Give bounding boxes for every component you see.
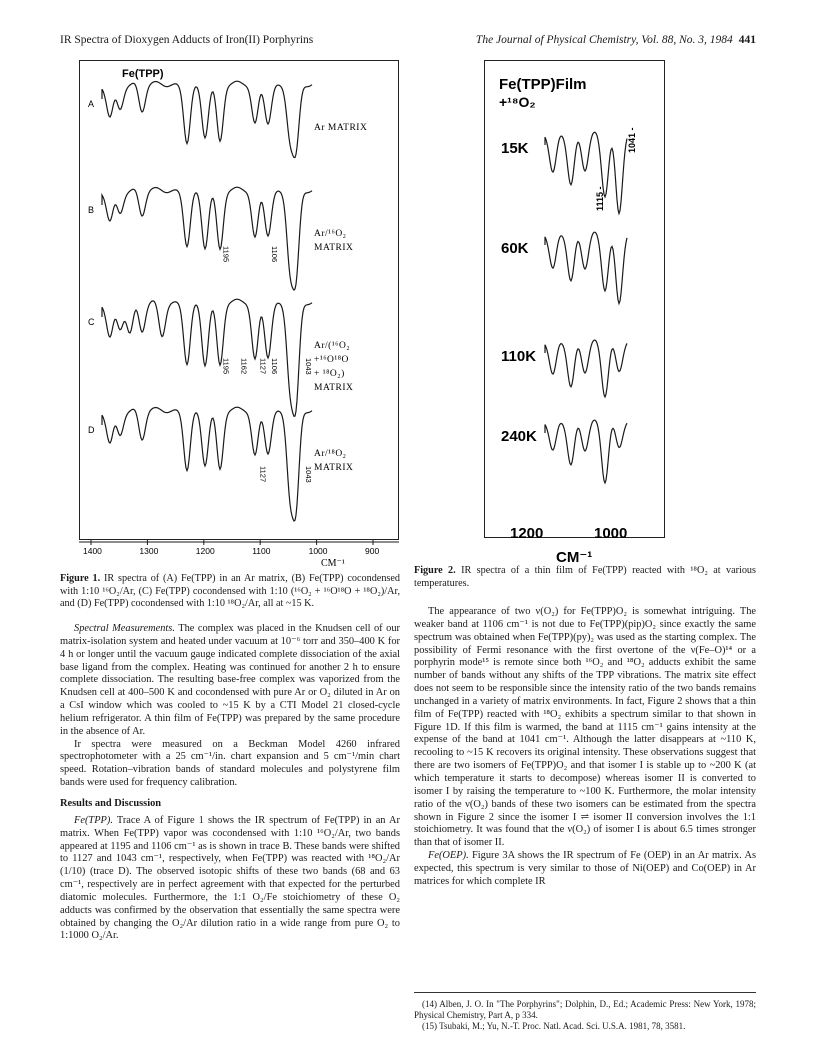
figure-2-caption-text: IR spectra of a thin film of Fe(TPP) reacted with ¹⁸O₂ at various temperatures. <box>414 565 756 589</box>
figure-2-tick-label: 1000 <box>594 525 628 542</box>
run-in-heading: Fe(OEP). <box>428 850 469 862</box>
running-head-title: IR Spectra of Dioxygen Adducts of Iron(II) Porphyrins <box>60 34 314 46</box>
figure-1-tick-label: 1000 <box>308 546 328 556</box>
figure-1-tick-label: 1300 <box>139 546 159 556</box>
figure-1-axis-unit: CM⁻¹ <box>321 558 345 569</box>
temperature-label: 60K <box>501 240 529 257</box>
trace-A-letter: A <box>88 99 95 109</box>
band-mark-1162: 1162 <box>239 358 249 375</box>
footnote-14: (14) Alben, J. O. In "The Porphyrins"; Dolphin, D., Ed.; Academic Press: New York, 1978; Physical Chemistry, Part A, p 334. <box>414 999 756 1020</box>
footnote-15: (15) Tsubaki, M.; Yu, N.-T. Proc. Natl. Acad. Sci. U.S.A. 1981, 78, 3581. <box>422 1021 686 1031</box>
figure-2-panel <box>484 60 665 538</box>
trace-A-spectrum <box>102 81 312 157</box>
band-mark-1127: 1127 <box>258 466 268 483</box>
band-mark-1195: 1195 <box>221 358 231 375</box>
trace-C-letter: C <box>88 317 95 327</box>
paragraph-spectral-measurements <box>60 623 400 739</box>
paragraph-fe-tpp <box>60 815 400 943</box>
temperature-label: 240K <box>501 428 537 445</box>
figure-2-spectra <box>485 61 666 539</box>
footnotes <box>414 992 756 1032</box>
paragraph-ir-measurements: Ir spectra were measured on a Beckman Model 4260 infrared spectrophotometer with a 25 cm⁻¹/in. chart expansion and 5 cm⁻¹/min chart speed. Rotation–vibration bands of standard molecules and polystyrene film bands were used for frequency calibration. <box>60 738 400 789</box>
figure-2-title-line1: Fe(TPP)Film <box>499 76 587 93</box>
figure-1-tick-label: 1400 <box>83 546 102 556</box>
trace-D-label: MATRIX <box>314 463 354 473</box>
figure-2-axis-unit: CM⁻¹ <box>556 549 593 566</box>
figure-1-title: Fe(TPP) <box>122 68 164 80</box>
band-mark-1043: 1043 <box>303 466 313 483</box>
run-in-heading: Spectral Measurements. <box>74 623 175 634</box>
band-mark-1106: 1106 <box>269 358 279 375</box>
temperature-spectrum-60K <box>545 232 627 303</box>
temperature-spectrum-240K <box>545 420 627 483</box>
trace-C-label: + ¹⁸O₂) <box>314 369 345 379</box>
paragraph-text: Figure 3A shows the IR spectrum of Fe (OEP) in an Ar matrix. As expected, this spectrum is very similar to those of Ni(OEP) and Co(OEP) in Ar matrices for which complete IR <box>414 850 756 887</box>
trace-A-label: Ar MATRIX <box>314 123 368 133</box>
figure-1-tick-label: 900 <box>365 546 380 556</box>
temperature-spectrum-15K <box>545 132 627 213</box>
band-mark-1115: 1115 - <box>595 186 605 211</box>
figure-1-axis <box>79 540 399 570</box>
trace-C-label: +¹⁶O¹⁸O <box>314 355 349 365</box>
figure-1-spectra <box>80 61 400 541</box>
paragraph-text: Trace A of Figure 1 shows the IR spectrum of Fe(TPP) in an Ar matrix. When Fe(TPP) vapor was cocondensed with 1:10 ¹⁶O₂/Ar, two bands appeared at 1195 and 1106 cm⁻¹ as is shown in trace B. These bands were shifted to 1127 and 1043 cm⁻¹, respectively, when Fe(TPP) was reacted with ¹⁸O₂/Ar (1/10) (trace D). The observed isotopic shifts of these two bands (68 and 63 cm⁻¹, respectively are in perfect agreement with that expected for the perturbed diatomic molecules. Furthermore, the 1:1 O₂/Fe stoichiometry of these O₂ adducts was confirmed by the observation that essentially the same spectra were obtained by changing the O₂/Ar dilution ratio in a wide range from pure O₂ to 1:1000 O₂/Ar. <box>60 814 400 942</box>
trace-D-label: Ar/¹⁸O₂ <box>314 449 347 459</box>
temperature-spectrum-110K <box>545 340 627 397</box>
band-mark-1106: 1106 <box>269 246 279 263</box>
figure-2-title-line2: +¹⁸O₂ <box>499 94 536 110</box>
trace-B-label: MATRIX <box>314 243 354 253</box>
figure-2-axis <box>484 520 665 570</box>
trace-D-letter: D <box>88 425 95 435</box>
figure-2-caption <box>414 565 756 590</box>
band-mark-1127: 1127 <box>258 358 268 375</box>
section-heading: Results and Discussion <box>60 797 162 809</box>
trace-C-label: Ar/(¹⁶O₂ <box>314 341 351 351</box>
trace-B-label: Ar/¹⁶O₂ <box>314 229 347 239</box>
right-column <box>414 606 756 889</box>
figure-1-caption-label: Figure 1. <box>60 573 101 584</box>
figure-1-tick-label: 1200 <box>195 546 215 556</box>
figure-1-caption-text: IR spectra of (A) Fe(TPP) in an Ar matrix, (B) Fe(TPP) cocondensed with 1:10 ¹⁶O₂/Ar, (C) Fe(TPP) cocondensed with 1:10 (¹⁶O₂ + ¹⁶O¹⁸O + ¹⁸O₂)/Ar, and (D) Fe(TPP) cocondensed with 1:10 ¹⁸O₂/Ar, all at ~15 K. <box>60 573 400 610</box>
temperature-label: 110K <box>501 348 537 365</box>
trace-D-spectrum <box>102 407 312 521</box>
paragraph-fe-oep <box>414 850 756 889</box>
band-mark-1041: 1041 - <box>627 127 637 153</box>
trace-B-letter: B <box>88 205 95 215</box>
trace-C-spectrum <box>102 299 312 416</box>
band-mark-1043: 1043 <box>303 358 313 375</box>
figure-1-tick-label: 1100 <box>252 546 271 556</box>
run-in-heading: Fe(TPP). <box>74 814 113 826</box>
figure-1-panel <box>79 60 399 540</box>
trace-C-label: MATRIX <box>314 383 354 393</box>
page-number: 441 <box>738 34 756 46</box>
running-head-journal <box>476 34 756 46</box>
temperature-label: 15K <box>501 140 529 157</box>
left-column <box>60 623 400 943</box>
trace-B-spectrum <box>102 187 312 290</box>
paragraph-two-isomers: The appearance of two ν(O₂) for Fe(TPP)O₂ is somewhat intriguing. The weaker band at 1106 cm⁻¹ is not due to Fe(TPP)(pip)O₂ since exactly the same spectrum was obtained when Fe(TPP)(py)₂ was used as the starting complex. The possibility of Fermi resonance with the first overtone of the ν(Fe–O)¹⁴ or a porphyrin mode¹⁵ is remote since both ¹⁶O₂ and ¹⁸O₂ adducts exhibit the same number of bands without any shifts of the TPP vibrations. The matrix site effect does not seem to be responsible since the intensity ratio of the two bands remains unchanged in a variety of matrix environments. In fact, Figure 2 shows that a thin film of Fe(TPP) reacted with ¹⁸O₂ exhibits a spectrum similar to that shown in Figure 1D. If this film is warmed, the band at 1115 cm⁻¹ gains intensity at the expense of the band at 1041 cm⁻¹. Although the latter disappears at ~110 K, recooling to ~15 K recovers its original intensity. These observations suggest that there are two isomers of Fe(TPP)O₂ and that isomer I is stable up to ~200 K (at which temperature it starts to decompose) whereas isomer II is converted to isomer I by raising the temperature to ~100 K. Furthermore, the molar intensity ratio of the ν(O₂) bands of these two isomers can be estimated from the spectra shown in Figure 2 since the isomer I ⇌ isomer II conversion involves the 1:1 stoichiometry. It was found that the ν(O₂) of isomer I is about 6.5 times stronger than that of isomer II. <box>414 606 756 849</box>
paragraph-text: The complex was placed in the Knudsen cell of our matrix-isolation system and heated under vacuum at 10⁻⁶ torr and 350–400 K for 4 h or longer until the vacuum gauge indicated complete dissociation of the axial base ligand from the complex. Heating was continued for another 2 h to ensure complete dissociation. The resulting base-free complex was vaporized from the Knudsen cell at 400–500 K and cocondensed with pure Ar or O₂ diluted in Ar on a CsI window which was cooled to ~15 K by a CTI Model 21 closed-cycle helium refrigerator. A thin film of Fe(TPP) was prepared by the same procedure in the absence of Ar. <box>60 623 400 737</box>
journal-citation: The Journal of Physical Chemistry, Vol. 88, No. 3, 1984 <box>475 34 733 46</box>
band-mark-1195: 1195 <box>221 246 231 263</box>
figure-1-caption <box>60 573 400 611</box>
figure-2-tick-label: 1200 <box>510 525 544 542</box>
figure-2-caption-label: Figure 2. <box>414 565 456 576</box>
